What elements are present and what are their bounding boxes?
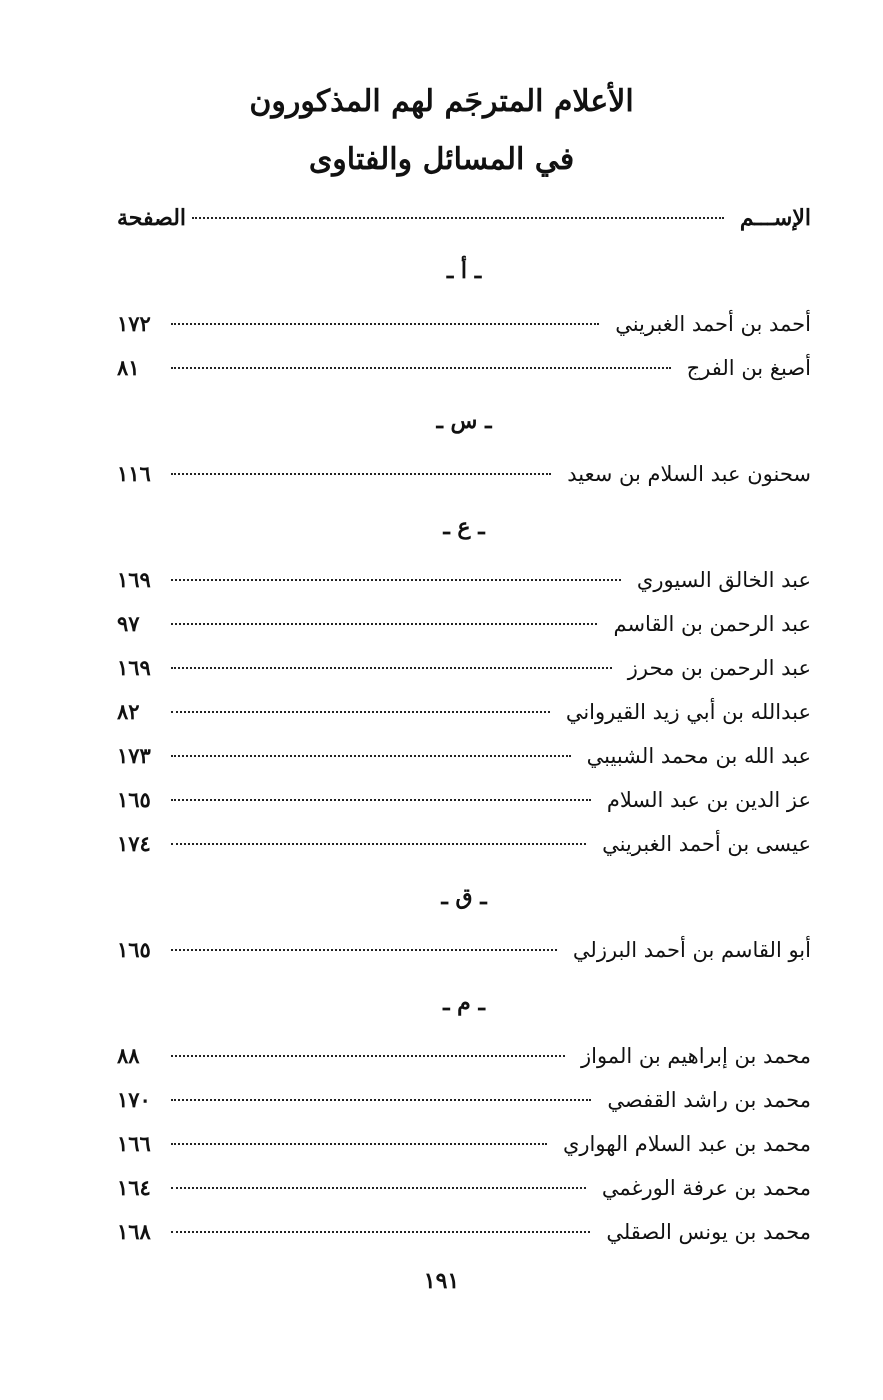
column-header-row — [117, 196, 811, 240]
leader-dots — [171, 473, 551, 475]
leader-dots — [171, 843, 586, 845]
leader-dots — [171, 711, 550, 713]
entry-page-number: ١١٦ — [117, 461, 151, 486]
entry-page-number: ١٦٨ — [117, 1219, 151, 1244]
index-entry — [117, 646, 811, 690]
entry-name: محمد بن عرفة الورغمي — [601, 1176, 811, 1200]
entry-name: سحنون عبد السلام بن سعيد — [567, 462, 811, 486]
entry-page-number: ١٦٩ — [117, 655, 151, 680]
section-letter-heading: ـ ق ـ — [441, 884, 487, 910]
index-entry — [117, 1034, 811, 1078]
leader-dots — [171, 1099, 591, 1101]
page-number: ١٩١ — [423, 1268, 460, 1294]
page-title: الأعلام المترجَم لهم المذكورون — [249, 84, 634, 119]
entry-page-number: ٨٢ — [117, 699, 140, 724]
leader-dots — [171, 1143, 547, 1145]
section-letter-heading: ـ س ـ — [436, 408, 492, 434]
entry-page-number: ١٧٣ — [117, 743, 151, 768]
index-entry — [117, 346, 811, 390]
entry-name: محمد بن راشد القفصي — [607, 1088, 811, 1112]
entry-name: عبد الرحمن بن القاسم — [613, 612, 811, 636]
index-sections — [117, 240, 811, 1254]
index-entry — [117, 302, 811, 346]
index-entry — [117, 690, 811, 734]
entry-name: أحمد بن أحمد الغبريني — [615, 312, 811, 336]
leader-dots — [171, 949, 557, 951]
index-entry — [117, 1210, 811, 1254]
entry-name: محمد بن يونس الصقلي — [606, 1220, 811, 1244]
entry-page-number: ١٦٥ — [117, 787, 151, 812]
entry-name: عيسى بن أحمد الغبريني — [602, 832, 811, 856]
name-column-header: الإســـم — [739, 205, 811, 231]
entry-name: محمد بن عبد السلام الهواري — [562, 1132, 811, 1156]
page-subtitle: في المسائل والفتاوى — [308, 142, 575, 177]
index-entry — [117, 602, 811, 646]
section-letter-heading: ـ ع ـ — [443, 514, 485, 540]
entry-page-number: ١٧٠ — [117, 1087, 151, 1112]
entry-page-number: ١٧٤ — [117, 831, 151, 856]
entry-page-number: ٩٧ — [117, 611, 140, 636]
entry-name: أصبغ بن الفرج — [686, 356, 811, 380]
leader-dots — [171, 323, 599, 325]
index-entry — [117, 734, 811, 778]
leader-dots — [171, 667, 612, 669]
leader-dots — [192, 217, 724, 219]
entry-page-number: ١٦٥ — [117, 937, 151, 962]
section-letter-heading: ـ أ ـ — [446, 258, 482, 284]
index-list — [117, 196, 811, 1254]
entry-page-number: ١٦٩ — [117, 567, 151, 592]
leader-dots — [171, 1231, 590, 1233]
entry-name: أبو القاسم بن أحمد البرزلي — [572, 938, 811, 962]
leader-dots — [171, 799, 591, 801]
index-entry — [117, 558, 811, 602]
entry-name: عز الدين بن عبد السلام — [606, 788, 811, 812]
index-entry — [117, 822, 811, 866]
entry-page-number: ٨١ — [117, 355, 140, 380]
index-entry — [117, 452, 811, 496]
entry-page-number: ١٦٤ — [117, 1175, 151, 1200]
index-entry — [117, 778, 811, 822]
leader-dots — [171, 623, 597, 625]
index-entry — [117, 928, 811, 972]
index-entry — [117, 1122, 811, 1166]
leader-dots — [171, 755, 571, 757]
entry-name: عبد الله بن محمد الشبيبي — [586, 744, 811, 768]
leader-dots — [171, 1055, 565, 1057]
section-letter-heading: ـ م ـ — [443, 990, 485, 1016]
entry-name: عبدالله بن أبي زيد القيرواني — [565, 700, 811, 724]
entry-name: عبد الخالق السيوري — [636, 568, 811, 592]
entry-page-number: ٨٨ — [117, 1043, 140, 1068]
page-column-header: الصفحة — [117, 205, 187, 231]
entry-name: محمد بن إبراهيم بن المواز — [580, 1044, 811, 1068]
entry-page-number: ١٦٦ — [117, 1131, 151, 1156]
index-entry — [117, 1078, 811, 1122]
entry-name: عبد الرحمن بن محرز — [627, 656, 811, 680]
leader-dots — [171, 1187, 586, 1189]
leader-dots — [171, 367, 671, 369]
index-entry — [117, 1166, 811, 1210]
leader-dots — [171, 579, 621, 581]
entry-page-number: ١٧٢ — [117, 311, 151, 336]
